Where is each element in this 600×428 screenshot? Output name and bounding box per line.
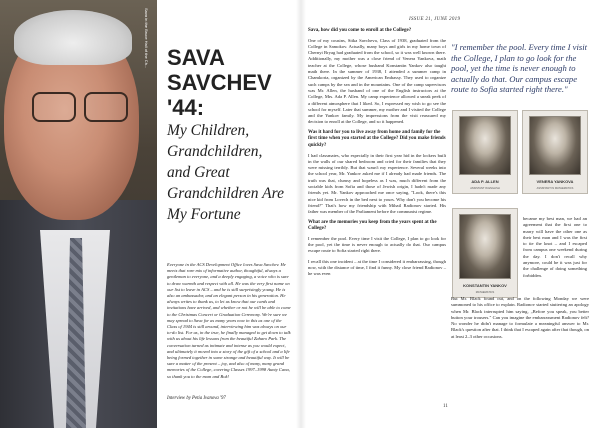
interview-column <box>308 28 446 281</box>
answer-3-continued: I recall this one incident – at the time I considered it embarrassing, though now, with the distance of time, I find it funny. My close friend Radionov – he was even <box>308 258 446 277</box>
answer-1: One of my cousins, Sitka Savcheva, Class of 1938, graduated from the College in Samokov. Actually, many boys and girls in my home town of Chernyi Bryag had graduated from the school, so it was well known there. Additionally, my mother was a close friend of Venera Yankova, math teacher at the College, whose husband Konstantin Yankov also taught math there. In the summer of 1938, I attended a summer camp in Chamkoria, organized by the American Embassy. They used to organize such camps by the sea and in the mountains. One of the camp supervisors was Mr. Allen, the husband of one of the English instructors at the College, Mrs. Ada P. Allen. My camp experience allowed a sneak peek of a different atmosphere that I liked. So, I expressed my wish to go see the school for myself. Later that summer, my mother and I visited the College and the Yankov family. My impressions from the visit reassured my decision to enroll at the College, and so it happened. <box>308 37 446 125</box>
issue-label: ISSUE 21, JUNE 2019 <box>409 17 461 22</box>
title-name: SAVA SAVCHEV '44: <box>167 45 272 120</box>
pull-quote: "I remember the pool. Every time I visit the College, I plan to go look for the pool, yet the time is never enough to actually do that. Our campus escape route to Sofia started right there." <box>451 42 587 95</box>
portrait-label: VENERA YANKOVA <box>536 179 574 184</box>
portrait-label: KONSTANTIN YANKOV <box>463 283 507 288</box>
portrait-image <box>459 116 511 175</box>
portrait-sublabel: MATHEMATICS <box>475 291 495 294</box>
question-2: Was it hard for you to live away from home and family for the first time when you started at the College? Did you make friends quickly? <box>308 129 446 148</box>
article-title <box>167 45 287 225</box>
page-number: 11 <box>443 404 448 409</box>
portrait-photo <box>0 0 157 428</box>
continued-paragraph: became my best man, we had an agreement that the first one to marry will have the other one as their best man and I was the first to tie the knot – and I escaped from campus one weekend during the day. I don't recall why anymore, could be it was just for the challenge of doing something forbidden. <box>523 216 587 278</box>
interviewer-credit: Interview by Petia Ivanova '97 <box>167 396 226 401</box>
glasses-left-lens <box>32 92 76 122</box>
title-subtitle: My Children, Grandchildren, and Great Grandchildren Are My Fortune <box>167 122 284 223</box>
photo-hair <box>14 10 132 65</box>
portrait-image <box>459 214 511 279</box>
portrait-konstantin-yankov <box>452 208 518 298</box>
portrait-sublabel: ASSISTANT IN MATHEMATICS <box>536 187 574 190</box>
photo-caption: Sava in the Bruce Hall of the Ch... <box>144 8 149 69</box>
glasses-right-lens <box>84 92 128 122</box>
answer-3: I remember the pool. Every time I visit the College, I plan to go look for the pool, yet the time is never enough to actually do that. Our campus escape route to Sofia started right there. <box>308 235 446 254</box>
question-1: Sava, how did you come to enroll at the College? <box>308 28 412 33</box>
portrait-label: ADA P. ALLEN <box>471 179 499 184</box>
portrait-image <box>529 116 581 175</box>
page-gutter <box>296 0 306 428</box>
closing-paragraph: But Mr. Black found out, and on the following Monday we were summoned to his office to explain. Radionov started stuttering an apology when Mr. Black interrupted him saying, „Before you speak, you better button your trousers." Can you imagine the embarrassment Radionov felt? No wonder he didn't manage to formulate a meaningful answer to Mr. Black's question after that. I think that I escaped again after that though, on at least 2–3 other occasions. <box>451 296 589 339</box>
answer-2: I had classmates, who especially in their first year hid in the lockers built in the walls of our shared bedroom and cried for their families that they were missing terribly. But that wasn't my experience. Several weeks into the school year, Mr. Yankov asked me if I already had made friends. The truth was that, clumsy and hopeless as I was, much different from the sociable kids from Sofia and those of Jewish origin, I hadn't made any friends yet. Mr. Yankov approached me once saying, "Look, there's this nice kid from Lovech in the bed next to yours. Why don't you become his friend?" That's how my friendship with Mihail Radionov started. His father was member of the Parliament before the communist regime. <box>308 152 446 215</box>
question-3: What are the memories you keep from the years spent at the College? <box>308 219 437 232</box>
portrait-ada-allen <box>452 110 518 194</box>
portrait-venera-yankova <box>522 110 588 194</box>
bottom-text-column <box>451 296 589 340</box>
portrait-sublabel: ASSISTANT IN ENGLISH <box>470 187 500 190</box>
narrow-text-column <box>523 216 587 279</box>
intro-paragraph: Everyone in the ACS Development Office loves Sava Savchev. He meets that rare mix of informative author, thoughtful, always a gentleman to everyone, and a deeply engaging, a voice who is sure to draw warmth and respect with all. He was the very first name on our list to leave in ACS – and he is still surprisingly young. He is also an ambassador, and an elegant person in his generation. He always writes to thank us, to let us know that our cards and invitations have arrived, and whether or not he will be able to come to the Christmas Concert or Graduation Ceremony. We're sure we may spread to Sava for as many years now in this as one of the Class of 1944 is still around, interviewing him was always on our to-do list. For us, in the true, he finally managed to get down to talk with us about his life lessons from the beautiful Zaharo Park. The conversation turned as intimate and intense as you would expect, and ultimately it moved into a story of the gift of a school and a life being formed together in some strange and beautiful way. It will be sure a matter of the present – joy, and also of many, many grand memories of the College, covering Classes 1997–1998 Aunty Cana, so thank you to the mom and Bok! <box>167 262 291 379</box>
